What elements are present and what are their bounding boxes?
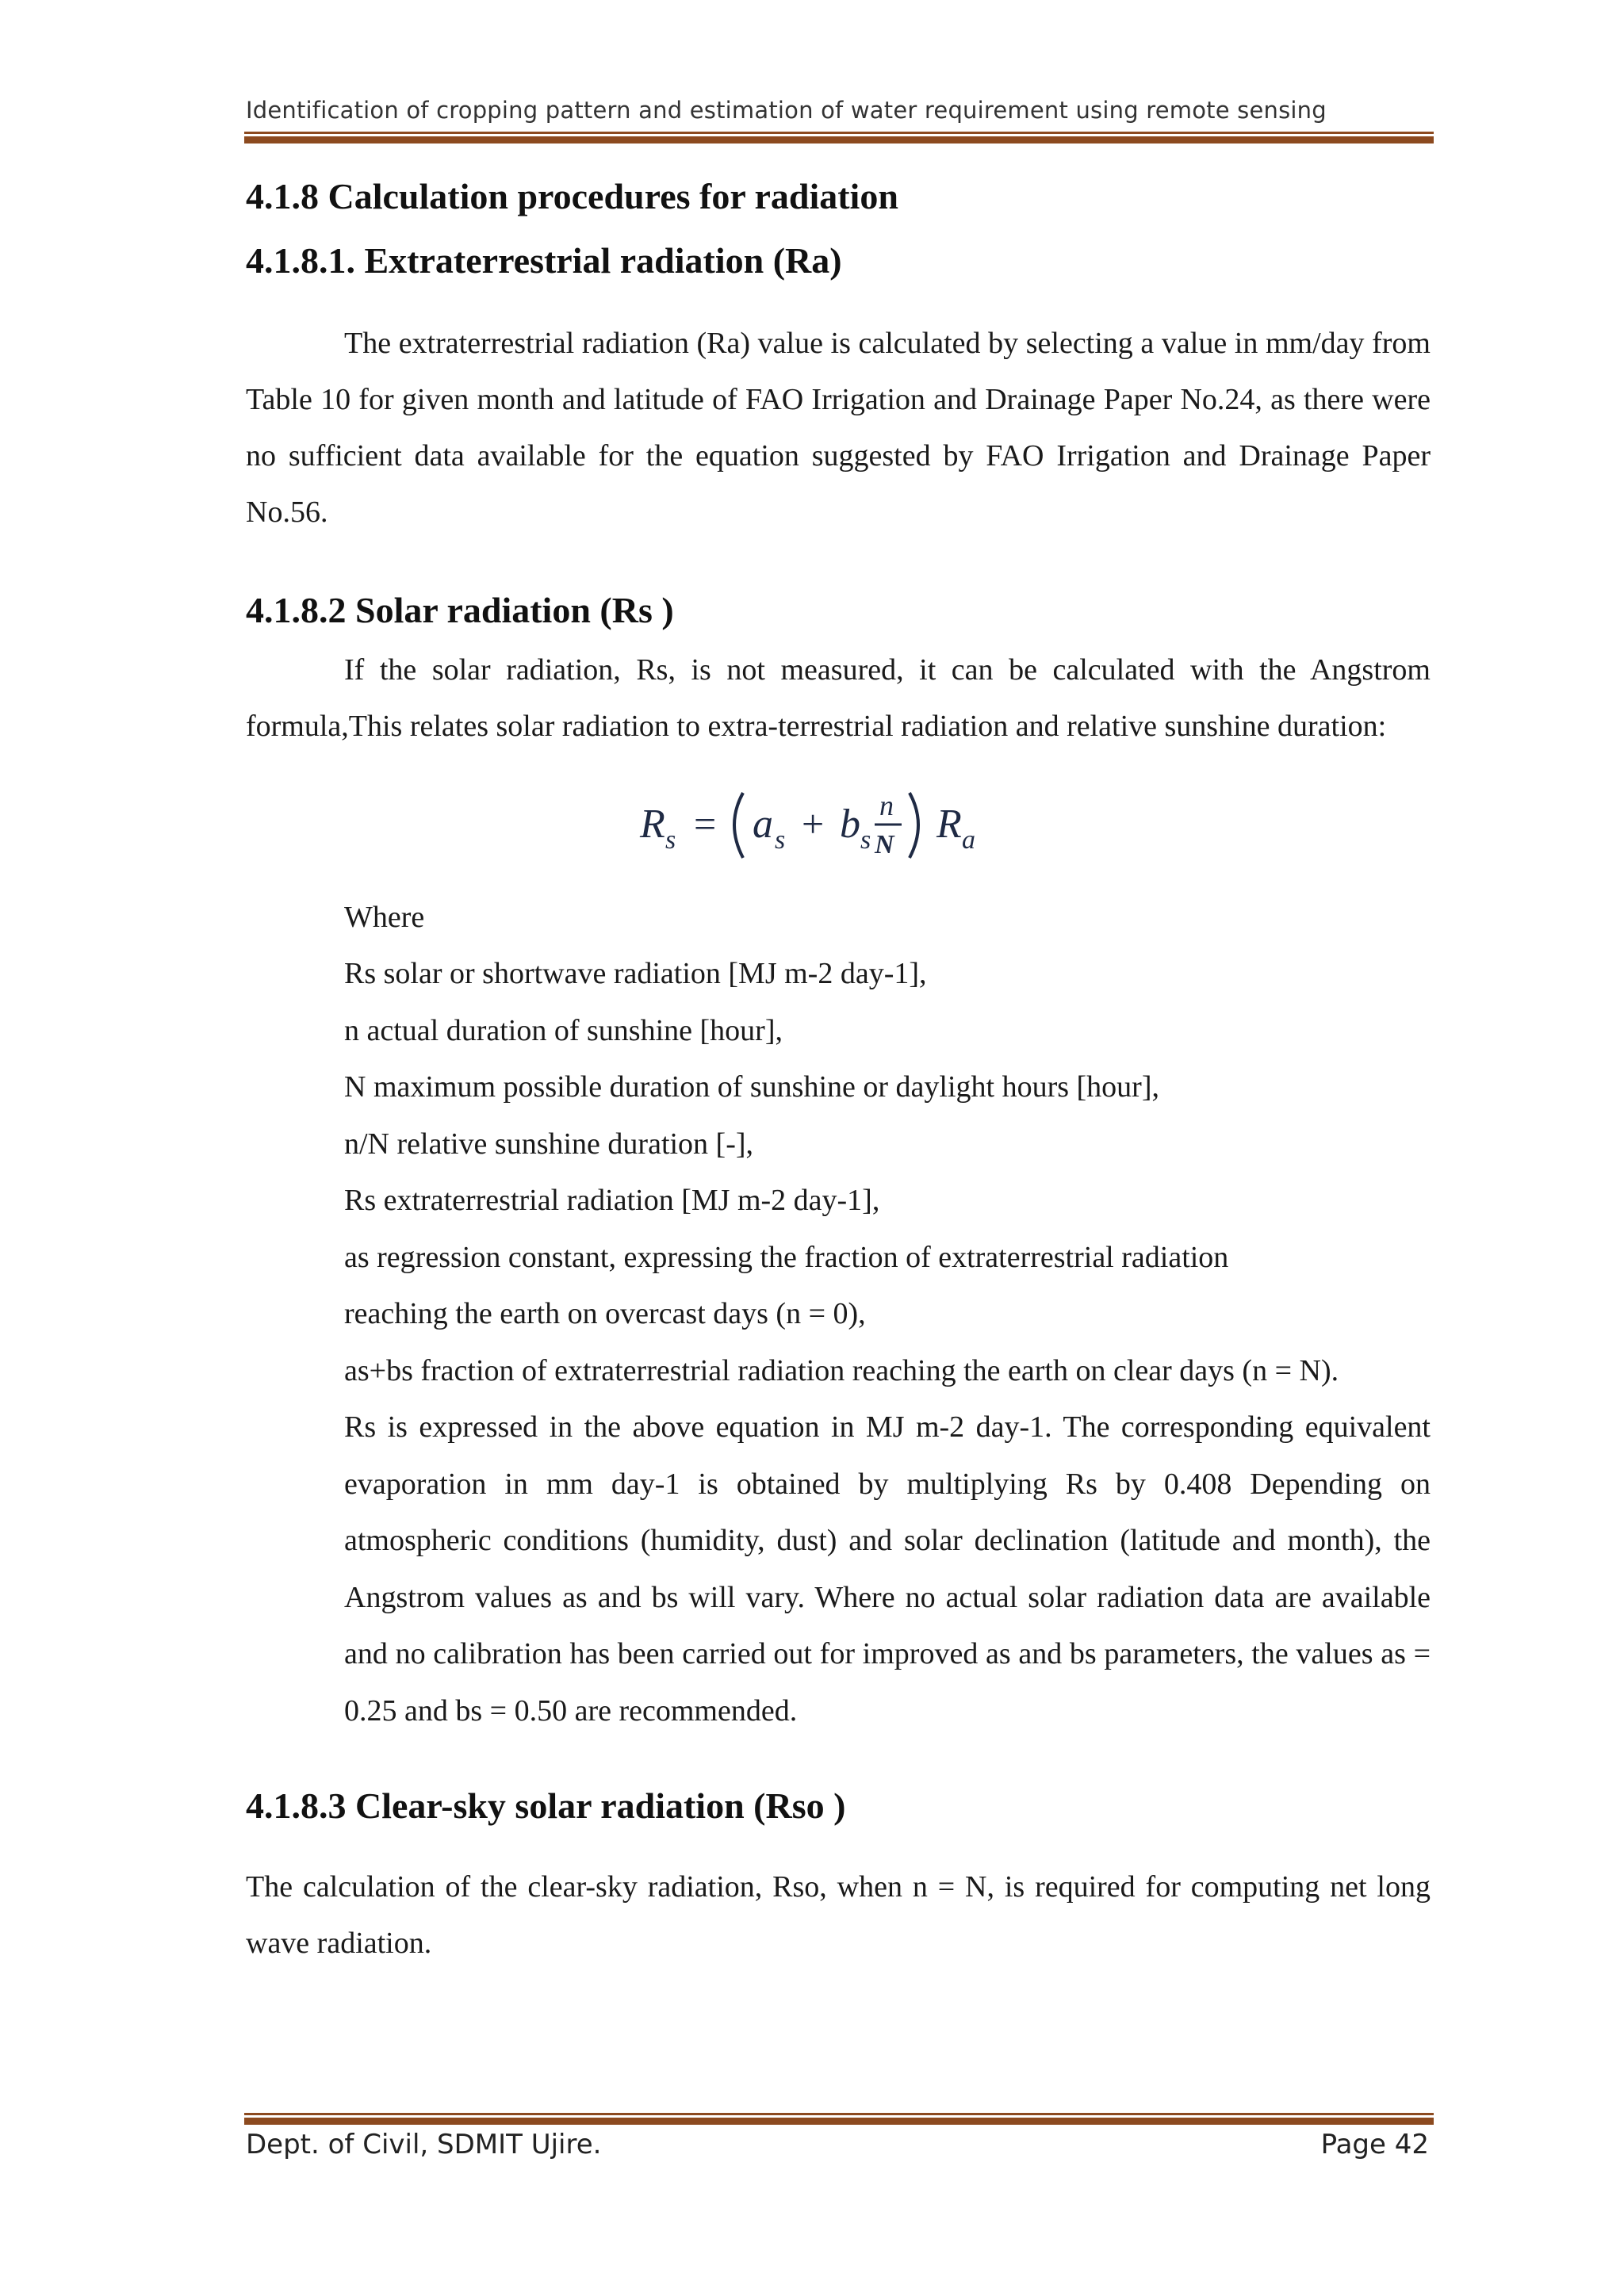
running-header: Identification of cropping pattern and estimation of water requirement using remote sensing [246, 97, 1327, 124]
angstrom-equation-svg [632, 772, 1044, 875]
eq-paren-left [734, 793, 743, 858]
eq-lhs-sub: s [665, 825, 676, 855]
eq-fraction-denominator: N [875, 829, 894, 859]
definition-line: as+bs fraction of extraterrestrial radiation reaching the earth on clear days (n = N). [344, 1353, 1339, 1387]
definition-line: reaching the earth on overcast days (n = 0), [344, 1297, 866, 1331]
section-heading: 4.1.8 Calculation procedures for radiation [246, 176, 898, 216]
eq-b: b [840, 801, 860, 847]
definition-line: Rs solar or shortwave radiation [MJ m-2 day-1], [344, 957, 927, 991]
definition-line: as regression constant, expressing the fraction of extraterrestrial radiation [344, 1240, 1229, 1274]
eq-plus: + [802, 801, 825, 846]
eq-rhs-sub: a [962, 825, 975, 855]
header-rule [244, 132, 1434, 144]
eq-paren-right [910, 793, 918, 858]
definition-line: Rs extraterrestrial radiation [MJ m-2 day-1], [344, 1184, 880, 1218]
paragraph-rso: The calculation of the clear-sky radiation, Rso, when n = N, is required for computing net long wave radiation. [246, 1870, 1431, 1961]
paragraph-rs-intro: If the solar radiation, Rs, is not measured, it can be calculated with the Angstrom formula,This relates solar radiation to extra-terrestrial radiation and relative sunshine duration: [246, 652, 1431, 743]
footer-rule [244, 2113, 1434, 2125]
eq-b-sub: s [860, 825, 871, 855]
eq-a: a [753, 801, 773, 847]
paragraph-ra: The extraterrestrial radiation (Ra) value is calculated by selecting a value in mm/day from Table 10 for given month and latitude of FAO Irrigation and Drainage Paper No.24, as there were no sufficient data available for the equation suggested by FAO Irrigation and Drainage Paper No.56. [246, 327, 1431, 530]
eq-rhs: R [936, 801, 962, 847]
eq-fraction-numerator: n [879, 789, 894, 821]
footer-page-number: Page 42 [1320, 2129, 1429, 2160]
paragraph-rs-closing: Rs is expressed in the above equation in MJ m-2 day-1. The corresponding equivalent evaporation in mm day-1 is obtained by multiplying Rs by 0.408 Depending on atmospheric conditions (humidity, dust) and solar declination (latitude and month), the Angstrom values as and bs will vary. Where no actual solar radiation data are available and no calibration has been carried out for improved as and bs parameters, the values as = 0.25 and bs = 0.50 are recommended. [344, 1410, 1431, 1728]
eq-lhs: R [640, 801, 665, 847]
eq-a-sub: s [775, 825, 786, 855]
definition-line: N maximum possible duration of sunshine or daylight hours [hour], [344, 1070, 1159, 1104]
angstrom-equation [246, 772, 1431, 875]
footer-department: Dept. of Civil, SDMIT Ujire. [246, 2129, 602, 2160]
page-content [246, 174, 1431, 1972]
eq-equals: = [694, 801, 717, 846]
definition-line: n/N relative sunshine duration [-], [344, 1127, 754, 1161]
subsection-heading-rso: 4.1.8.3 Clear-sky solar radiation (Rso ) [246, 1785, 846, 1827]
definition-line: n actual duration of sunshine [hour], [344, 1013, 783, 1047]
definition-line: Where [344, 900, 425, 934]
subsection-heading-ra: 4.1.8.1. Extraterrestrial radiation (Ra) [246, 240, 842, 281]
variable-definitions [344, 890, 1431, 1740]
subsection-heading-rs: 4.1.8.2 Solar radiation (Rs ) [246, 590, 674, 631]
